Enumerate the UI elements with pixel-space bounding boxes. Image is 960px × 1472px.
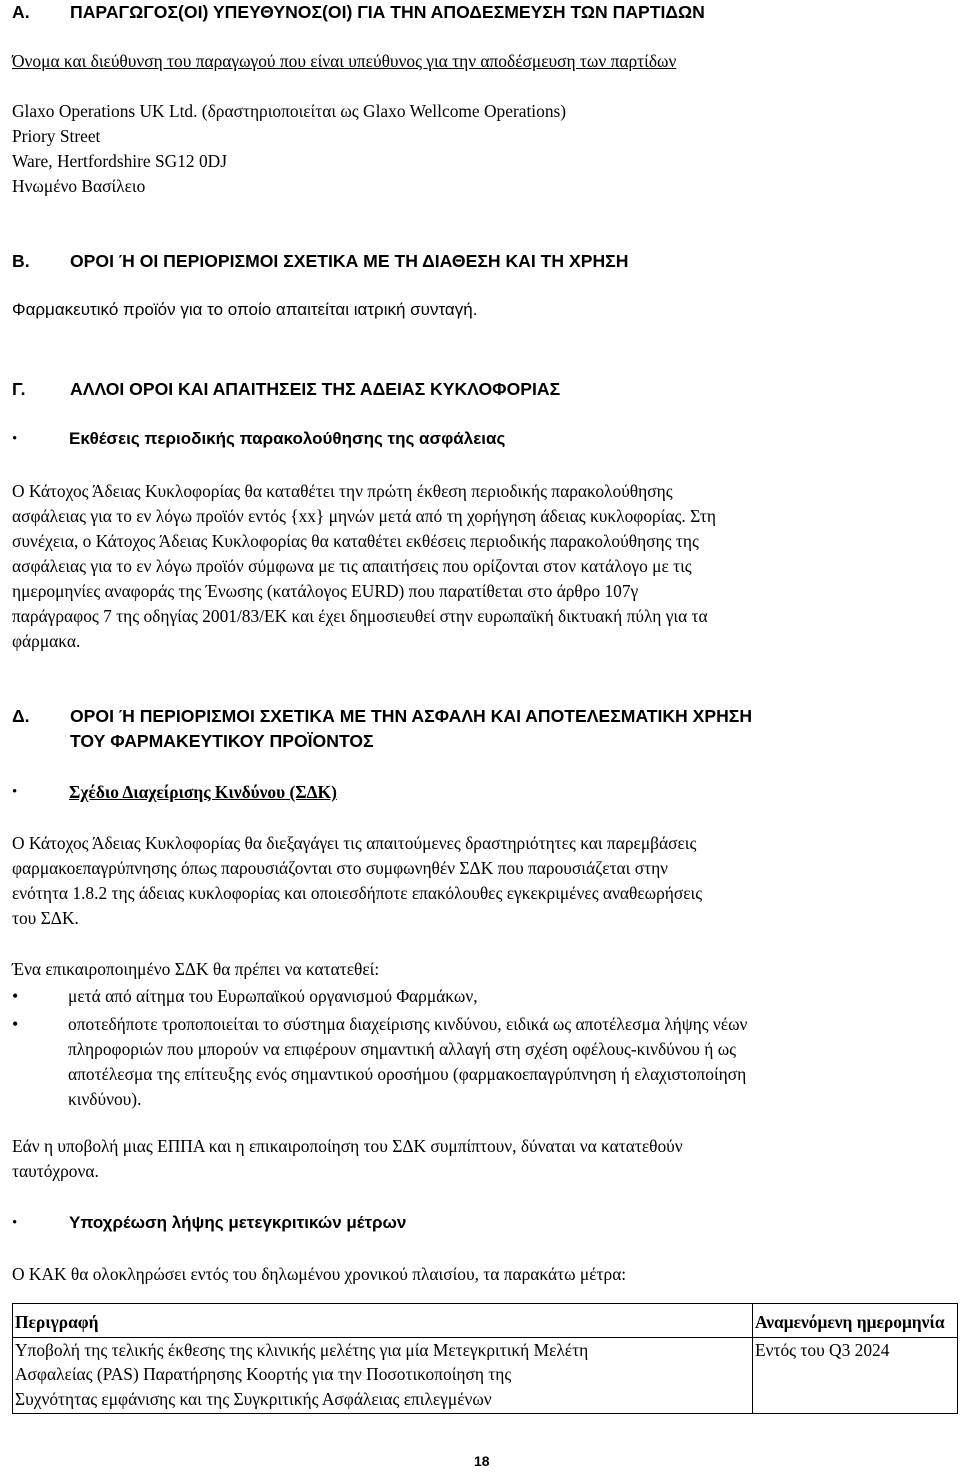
bullet-icon: • <box>12 986 19 1006</box>
rmp-paragraph-line: ενότητα 1.8.2 της άδειας κυκλοφορίας και οποιεσδήποτε επακόλουθες εγκεκριμένες αναθεωρήσεις <box>12 883 703 903</box>
section-a-title: ΠΑΡΑΓΩΓΟΣ(ΟΙ) ΥΠΕΥΘΥΝΟΣ(ΟΙ) ΓΙΑ ΤΗΝ ΑΠΟΔΕΣΜΕΥΣΗ ΤΩΝ ΠΑΡΤΙΔΩΝ <box>70 2 705 22</box>
table-cell-date: Εντός του Q3 2024 <box>753 1337 958 1414</box>
table-cell-description <box>13 1337 753 1414</box>
psur-paragraph-line: ημερομηνίες αναφοράς της Ένωσης (κατάλογος EURD) που παρατίθεται στο άρθρο 107γ <box>12 581 639 601</box>
section-d-title-line: ΤΟΥ ΦΑΡΜΑΚΕΥΤΙΚΟΥ ΠΡΟΪΟΝΤΟΣ <box>70 731 374 751</box>
table-row <box>13 1337 958 1414</box>
update-item-line: πληροφοριών που μπορούν να επιφέρουν σημαντική αλλαγή στη σχέση οφέλους-κινδύνου ή ως <box>68 1039 737 1059</box>
table-header-description: Περιγραφή <box>13 1304 753 1338</box>
update-item-line: αποτέλεσμα της επίτευξης ενός σημαντικού οροσήμου (φαρμακοεπαγρύπνηση ή ελαχιστοποίηση <box>68 1064 747 1084</box>
update-item-line: μετά από αίτημα του Ευρωπαϊκού οργανισμού Φαρμάκων, <box>68 986 478 1006</box>
section-a-heading <box>12 0 705 24</box>
update-item-line: οποτεδήποτε τροποποιείται το σύστημα διαχείρισης κινδύνου, ειδικά ως αποτέλεσμα λήψης νέων <box>68 1014 748 1034</box>
measures-bullet-text: Υποχρέωση λήψης μετεγκριτικών μέτρων <box>69 1213 407 1232</box>
table-cell-line: Συχνότητας εμφάνισης και της Συγκριτικής Ασφάλειας επιλεγμένων <box>15 1388 492 1409</box>
page-number: 18 <box>474 1453 490 1469</box>
measures-table <box>12 1303 958 1414</box>
section-g-heading <box>12 377 560 401</box>
address-line: Glaxo Operations UK Ltd. (δραστηριοποιείται ως Glaxo Wellcome Operations) <box>12 101 567 121</box>
table-header-row <box>13 1304 958 1338</box>
bullet-icon: • <box>12 1215 18 1231</box>
section-a-letter: A. <box>12 2 30 22</box>
psur-paragraph-line: ασφάλειας για το εν λόγω προϊόν σύμφωνα με τις απαιτήσεις που ορίζονται στον κατάλογο με τις <box>12 556 692 576</box>
section-d-title-line: ΟΡΟΙ Ή ΠΕΡΙΟΡΙΣΜΟΙ ΣΧΕΤΙΚΑ ΜΕ ΤΗΝ ΑΣΦΑΛΗ ΚΑΙ ΑΠΟΤΕΛΕΣΜΑΤΙΚΗ ΧΡΗΣΗ <box>70 706 753 726</box>
update-item-line: κινδύνου). <box>68 1089 142 1109</box>
section-b-heading <box>12 249 628 273</box>
coincide-line: ταυτόχρονα. <box>12 1161 99 1181</box>
address-line: Ηνωμένο Βασίλειο <box>12 176 146 196</box>
section-a-subtitle: Όνομα και διεύθυνση του παραγωγού που είναι υπεύθυνος για την αποδέσμευση των παρτίδων <box>12 51 677 71</box>
table-cell-line: Ασφαλείας (PAS) Παρατήρησης Κοορτής για την Ποσοτικοποίηση της <box>15 1364 512 1384</box>
bullet-icon: • <box>12 431 18 447</box>
section-b-text: Φαρμακευτικό προϊόν για το οποίο απαιτείται ιατρική συνταγή. <box>12 300 478 319</box>
psur-paragraph-line: παράγραφος 7 της οδηγίας 2001/83/ΕΚ και έχει δημοσιευθεί στην ευρωπαϊκή δικτυακή πύλη για τα <box>12 606 708 626</box>
coincide-line: Εάν η υποβολή μιας ΕΠΠΑ και η επικαιροποίηση του ΣΔΚ συμπίπτουν, δύναται να κατατεθούν <box>12 1136 683 1156</box>
psur-paragraph-line: φάρμακα. <box>12 631 81 651</box>
section-d-heading <box>12 704 752 728</box>
update-intro: Ένα επικαιροποιημένο ΣΔΚ θα πρέπει να κατατεθεί: <box>12 959 380 979</box>
section-b-title: ΟΡΟΙ Ή ΟΙ ΠΕΡΙΟΡΙΣΜΟΙ ΣΧΕΤΙΚΑ ΜΕ ΤΗ ΔΙΑΘΕΣΗ ΚΑΙ ΤΗ ΧΡΗΣΗ <box>70 251 629 271</box>
psur-paragraph-line: συνέχεια, ο Κάτοχος Άδειας Κυκλοφορίας θα καταθέτει εκθέσεις περιοδικής παρακολούθησης της <box>12 531 699 551</box>
psur-paragraph-line: ασφάλειας για το εν λόγω προϊόν εντός {xx} μηνών μετά από τη χορήγηση άδειας κυκλοφορίας. Στη <box>12 506 716 526</box>
address-line: Priory Street <box>12 126 101 146</box>
section-d-letter: Δ. <box>12 706 30 726</box>
section-g-title: ΑΛΛΟΙ ΟΡΟΙ ΚΑΙ ΑΠΑΙΤΗΣΕΙΣ ΤΗΣ ΑΔΕΙΑΣ ΚΥΚΛΟΦΟΡΙΑΣ <box>70 379 561 399</box>
table-cell-line: Υποβολή της τελικής έκθεσης της κλινικής μελέτης για μία Μετεγκριτική Μελέτη <box>15 1339 589 1360</box>
bullet-icon: • <box>12 1014 19 1034</box>
psur-paragraph-line: Ο Κάτοχος Άδειας Κυκλοφορίας θα καταθέτει την πρώτη έκθεση περιοδικής παρακολούθησης <box>12 481 673 501</box>
bullet-icon: • <box>12 784 18 800</box>
rmp-paragraph-line: του ΣΔΚ. <box>12 908 79 928</box>
psur-bullet-text: Εκθέσεις περιοδικής παρακολούθησης της ασφάλειας <box>69 429 506 448</box>
rmp-paragraph-line: Ο Κάτοχος Άδειας Κυκλοφορίας θα διεξαγάγει τις απαιτούμενες δραστηριότητες και παρεμβάσεις <box>12 833 697 853</box>
rmp-bullet-text: Σχέδιο Διαχείρισης Κινδύνου (ΣΔΚ) <box>69 782 337 802</box>
table-header-date: Αναμενόμενη ημερομηνία <box>753 1304 958 1338</box>
address-line: Ware, Hertfordshire SG12 0DJ <box>12 151 227 171</box>
section-b-letter: B. <box>12 251 30 271</box>
rmp-paragraph-line: φαρμακοεπαγρύπνησης όπως παρουσιάζονται στο συμφωνηθέν ΣΔΚ που παρουσιάζεται στην <box>12 858 669 878</box>
section-g-letter: Γ. <box>12 379 26 399</box>
measures-intro: Ο ΚΑΚ θα ολοκληρώσει εντός του δηλωμένου χρονικού πλαισίου, τα παρακάτω μέτρα: <box>12 1264 627 1284</box>
